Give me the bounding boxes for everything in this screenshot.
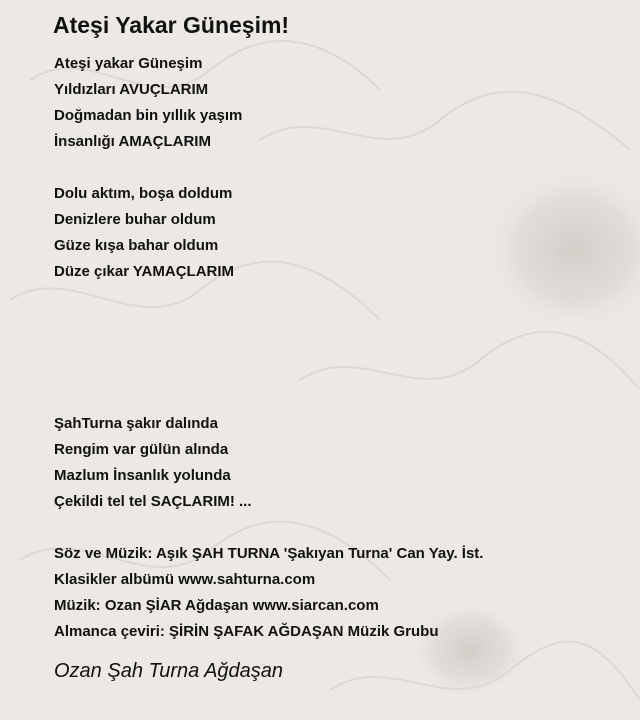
stanza-3 [54, 411, 252, 515]
poem-line: Güze kışa bahar oldum [54, 237, 219, 254]
credits-block [54, 541, 483, 645]
poem-line: İnsanlığı AMAÇLARIM [54, 133, 211, 150]
poem-line: Ateşi yakar Güneşim [54, 55, 203, 72]
credit-line: Müzik: Ozan ŞİAR Ağdaşan www.siarcan.com [54, 597, 379, 614]
stanza-2 [54, 181, 234, 285]
poem-title: Ateşi Yakar Güneşim! [53, 12, 290, 38]
poem-line: Doğmadan bin yıllık yaşım [54, 107, 243, 124]
poem-line: Mazlum İnsanlık yolunda [54, 467, 231, 484]
author-name: Ozan Şah Turna Ağdaşan [54, 660, 284, 682]
credit-line: Almanca çeviri: ŞİRİN ŞAFAK AĞDAŞAN Müzik Grubu [54, 623, 439, 640]
poem-line: Çekildi tel tel SAÇLARIM! ... [54, 493, 252, 510]
credit-line: Klasikler albümü www.sahturna.com [54, 571, 316, 588]
poem-line: ŞahTurna şakır dalında [54, 415, 218, 432]
poem-line: Düze çıkar YAMAÇLARIM [54, 263, 235, 280]
poem-line: Dolu aktım, boşa doldum [54, 185, 233, 202]
stanza-1 [54, 51, 242, 155]
poem-line: Denizlere buhar oldum [54, 211, 216, 228]
poem-line: Yıldızları AVUÇLARIM [54, 81, 209, 98]
credit-line: Söz ve Müzik: Aşık ŞAH TURNA 'Şakıyan Turna' Can Yay. İst. [54, 545, 484, 562]
poem-line: Rengim var gülün alında [54, 441, 229, 458]
